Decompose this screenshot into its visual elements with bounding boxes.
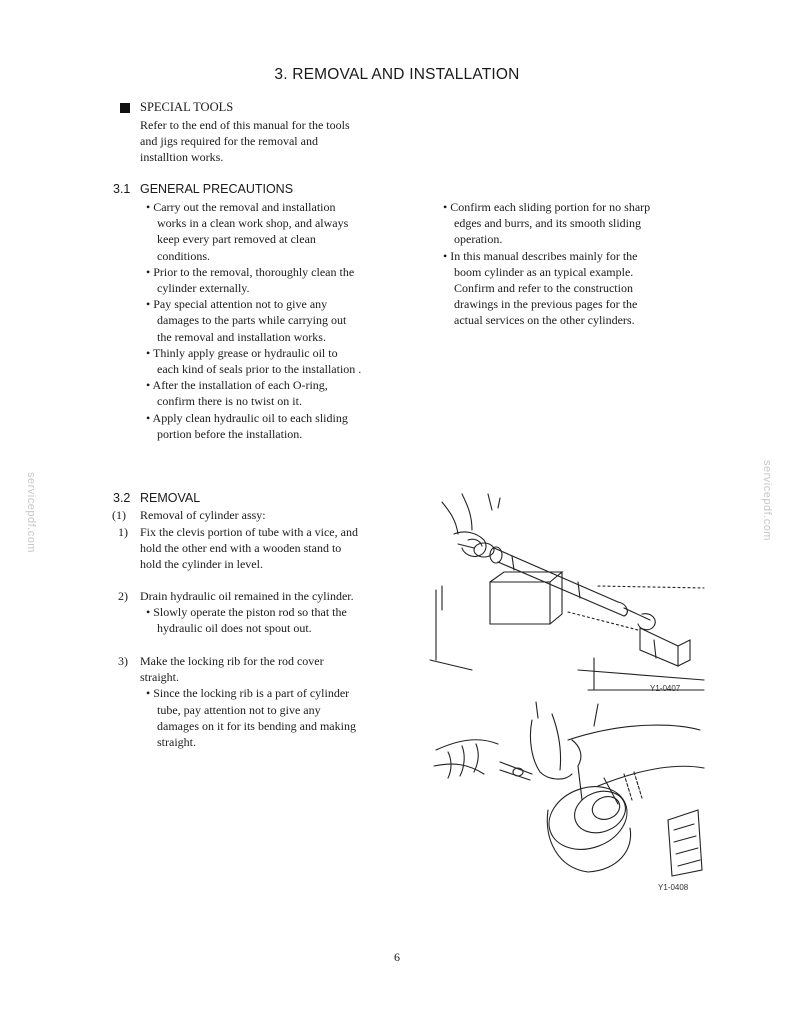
precaution-line: the removal and installation works.	[157, 329, 326, 344]
special-tools-line: installtion works.	[140, 150, 224, 165]
special-tools-line: Refer to the end of this manual for the tools	[140, 118, 350, 132]
precaution-line: drawings in the previous pages for the	[454, 297, 638, 312]
step-number: 1)	[118, 525, 128, 539]
precaution-line: Confirm and refer to the construction	[454, 281, 633, 296]
precaution-line: actual services on the other cylinders.	[454, 313, 635, 328]
precaution-line: conditions.	[157, 248, 210, 263]
precaution-line: portion before the installation.	[157, 426, 303, 441]
step-line: straight.	[140, 670, 179, 685]
precaution-line: • Confirm each sliding portion for no sharp	[443, 200, 651, 214]
section-number: 3.2	[113, 491, 131, 505]
page-number: 6	[394, 950, 400, 964]
bullet-square-icon	[120, 103, 130, 113]
step-line: Fix the clevis portion of tube with a vice, and	[140, 525, 358, 539]
step-number: 2)	[118, 589, 128, 603]
special-tools-heading: SPECIAL TOOLS	[140, 100, 234, 114]
precaution-line: • In this manual describes mainly for the	[443, 248, 638, 263]
watermark-left: servicepdf.com	[25, 472, 37, 553]
step-line: tube, pay attention not to give any	[157, 702, 321, 717]
precaution-line: • Prior to the removal, thoroughly clean the	[146, 264, 355, 279]
precaution-line: • Thinly apply grease or hydraulic oil to	[146, 345, 338, 360]
precaution-line: edges and burrs, and its smooth sliding	[454, 216, 641, 231]
precaution-line: damages to the parts while carrying out	[157, 313, 347, 328]
step-text	[140, 653, 396, 750]
precaution-line: • After the installation of each O-ring,	[146, 378, 328, 393]
step-line: Drain hydraulic oil remained in the cylinder.	[140, 589, 354, 603]
step-line: • Slowly operate the piston rod so that the	[146, 605, 347, 620]
precaution-line: • Pay special attention not to give any	[146, 297, 328, 312]
page-title: 3. REMOVAL AND INSTALLATION	[274, 66, 520, 83]
precaution-line: operation.	[454, 232, 503, 247]
sub-number: (1)	[112, 508, 126, 522]
watermark-right: servicepdf.com	[761, 460, 773, 541]
precaution-line: cylinder externally.	[157, 281, 250, 296]
precaution-line: confirm there is no twist on it.	[157, 394, 302, 409]
precaution-line: boom cylinder as an typical example.	[454, 264, 634, 279]
step-line: straight.	[157, 735, 196, 750]
step-text	[140, 588, 396, 637]
step-line: hold the cylinder in level.	[140, 557, 263, 572]
precaution-line: keep every part removed at clean	[157, 232, 316, 247]
cylinder-vice-illustration	[428, 490, 708, 700]
removal-heading: REMOVAL	[140, 491, 201, 505]
locking-rib-illustration	[428, 700, 708, 890]
step-line: • Since the locking rib is a part of cylinder	[146, 686, 350, 701]
step-text	[140, 524, 396, 573]
precaution-line: • Carry out the removal and installation	[146, 200, 336, 214]
precaution-line: works in a clean work shop, and always	[157, 216, 349, 231]
precaution-line: • Apply clean hydraulic oil to each sliding	[146, 410, 348, 425]
sub-heading: Removal of cylinder assy:	[140, 508, 266, 522]
figure-code: Y1-0408	[658, 883, 689, 892]
special-tools-line: and jigs required for the removal and	[140, 134, 318, 149]
step-number: 3)	[118, 654, 128, 668]
step-line: hydraulic oil does not spout out.	[157, 621, 312, 636]
section-number: 3.1	[113, 182, 131, 196]
step-line: hold the other end with a wooden stand to	[140, 541, 342, 556]
figure-code: Y1-0407	[650, 684, 681, 693]
step-line: Make the locking rib for the rod cover	[140, 654, 324, 668]
general-precautions-heading: GENERAL PRECAUTIONS	[140, 182, 294, 196]
precautions-right-column	[443, 199, 697, 329]
step-line: damages on it for its bending and making	[157, 718, 356, 733]
special-tools-text	[140, 117, 396, 166]
precaution-line: each kind of seals prior to the installation .	[157, 362, 362, 377]
precautions-left-column	[146, 199, 396, 442]
